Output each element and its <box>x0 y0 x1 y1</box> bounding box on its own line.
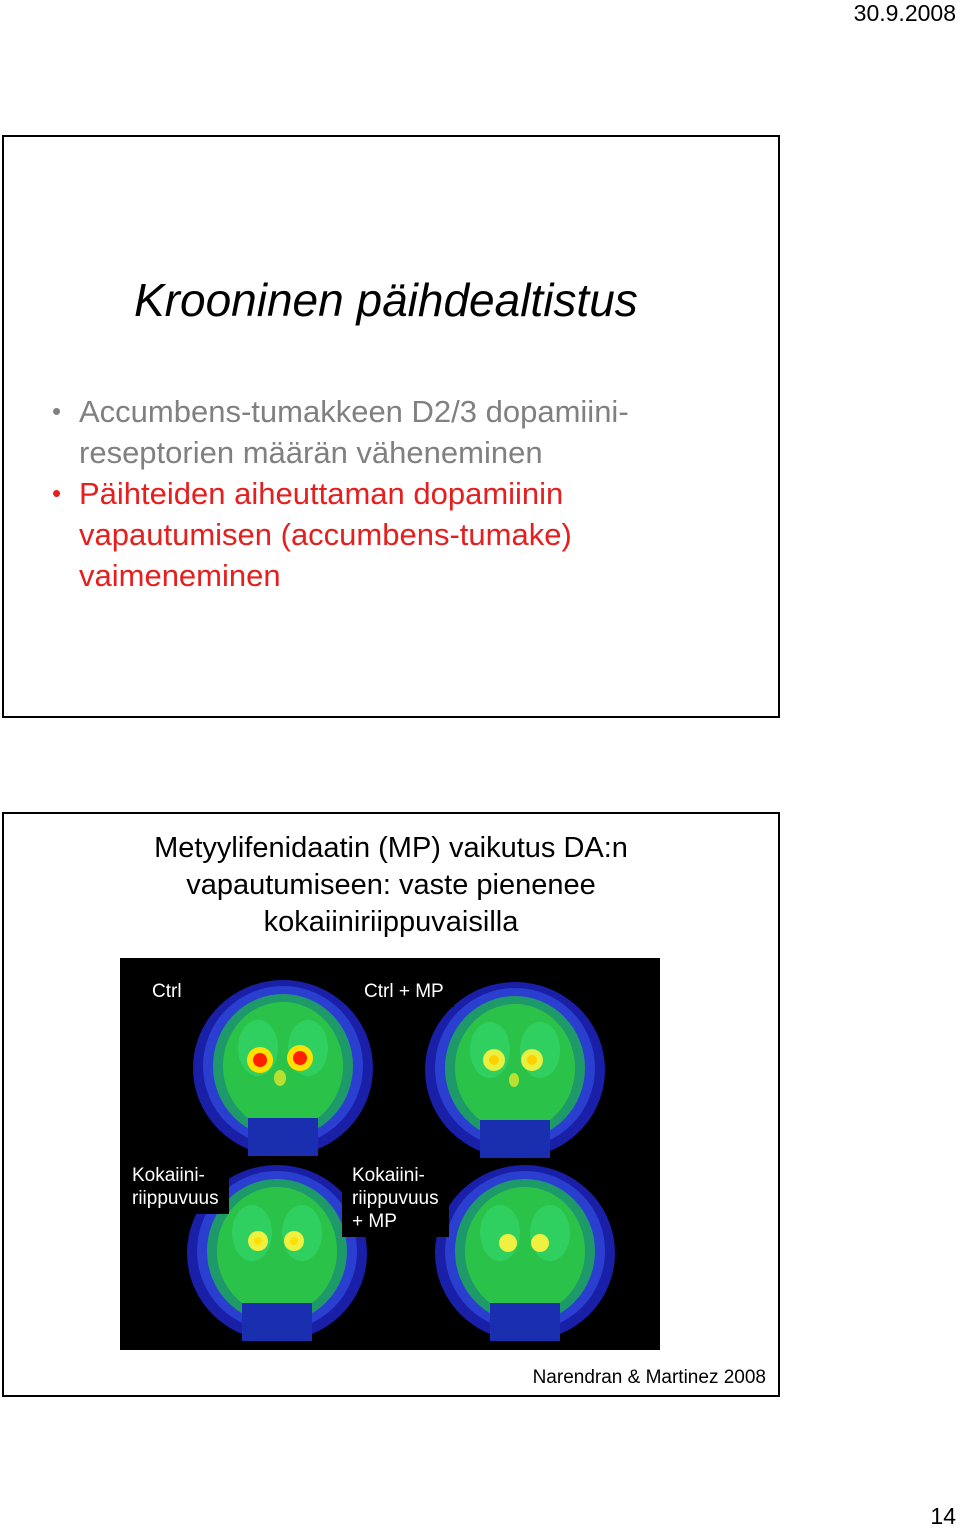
scan-label-cocaine-mp: Kokaiini- riippuvuus + MP <box>342 1160 449 1237</box>
slide-2 <box>2 812 780 1397</box>
scan-label-cocaine: Kokaiini- riippuvuus <box>122 1160 229 1214</box>
pet-scan-image-panel <box>120 958 660 1350</box>
bullet-text: Päihteiden aiheuttaman dopamiinin vapautumisen (accumbens-tumake) vaimeneminen <box>79 476 572 593</box>
citation: Narendran & Martinez 2008 <box>532 1367 766 1388</box>
scan-label-ctrl: Ctrl <box>142 976 192 1007</box>
bullet-item-dopamine-release <box>48 473 748 596</box>
page-date: 30.9.2008 <box>853 0 956 26</box>
slide-1 <box>2 135 780 718</box>
bullet-dot-icon: • <box>52 396 62 426</box>
bullet-text: Accumbens-tumakkeen D2/3 dopamiini- reseptorien määrän väheneminen <box>79 394 629 470</box>
slide-2-title: Metyylifenidaatin (MP) vaikutus DA:n vapautumiseen: vaste pienenee kokaiiniriippuvaisilla <box>154 832 628 938</box>
scan-label-ctrl-mp: Ctrl + MP <box>354 976 454 1007</box>
slide-1-title: Krooninen päihdealtistus <box>134 274 638 326</box>
page-number: 14 <box>930 1503 956 1529</box>
bullet-list <box>48 391 748 596</box>
bullet-dot-icon: • <box>52 478 62 508</box>
bullet-item-receptors <box>48 391 748 473</box>
brain-scan-cocaine-mp <box>430 1163 620 1343</box>
brain-scan-ctrl <box>188 978 378 1158</box>
brain-scan-ctrl-mp <box>420 980 610 1160</box>
